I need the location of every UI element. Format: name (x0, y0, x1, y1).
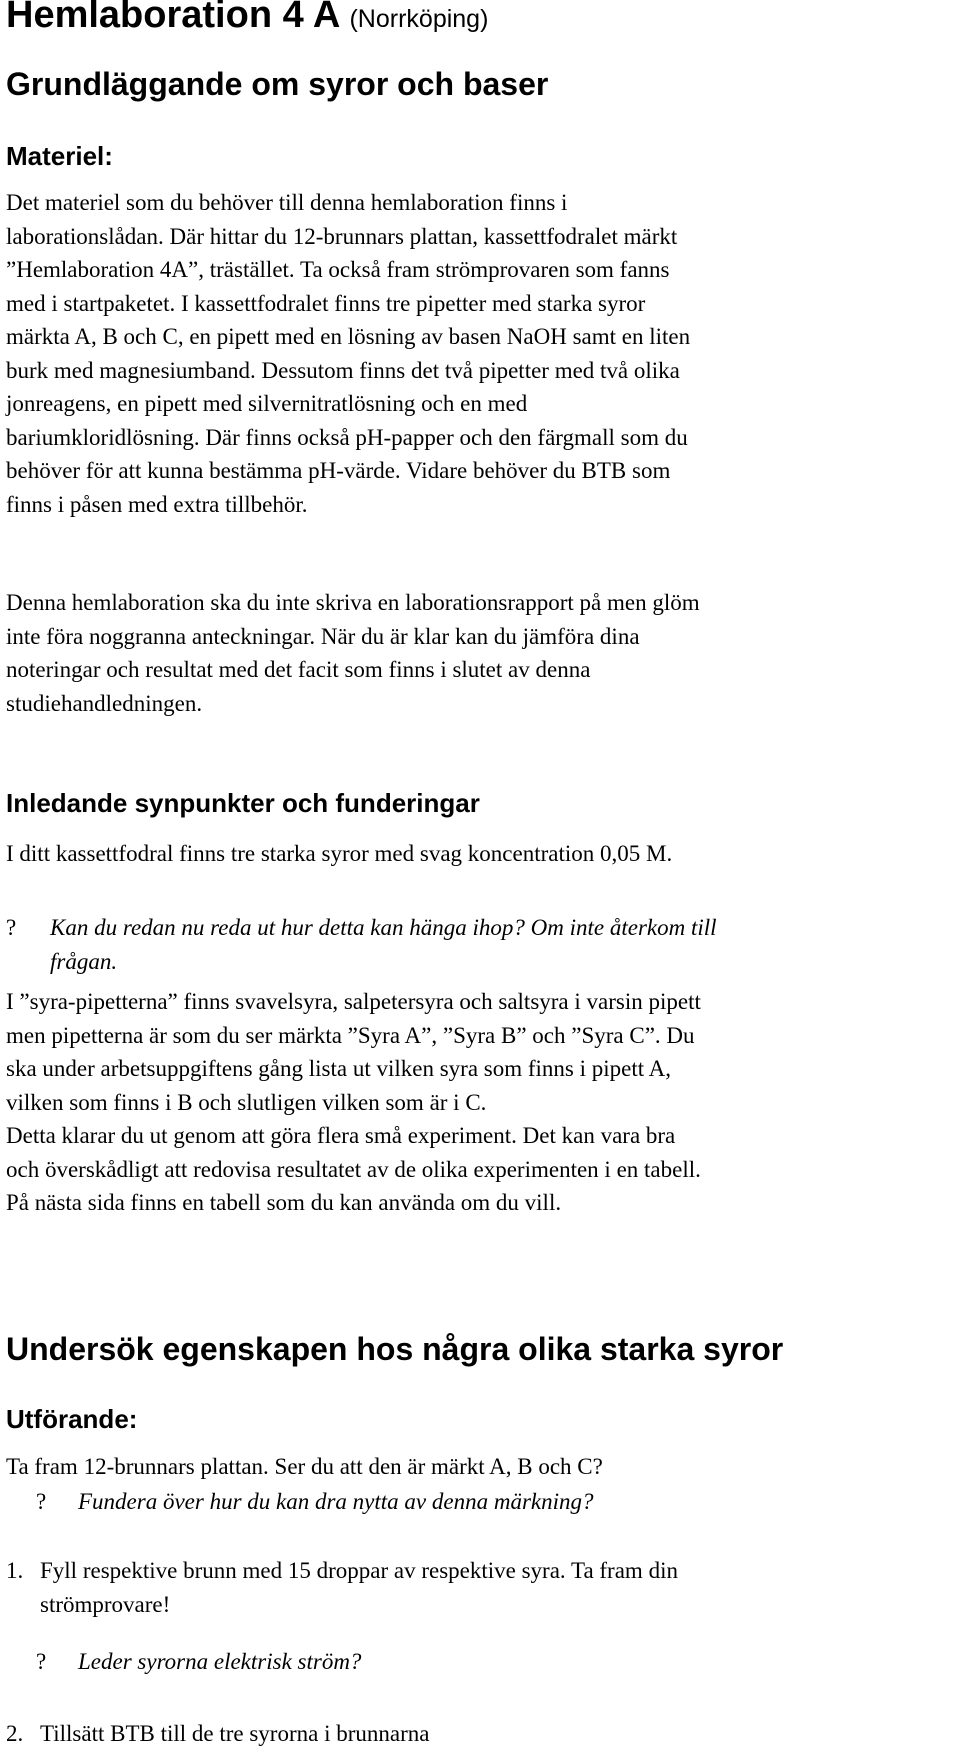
materiel-paragraph (6, 186, 690, 521)
list-item (6, 1554, 936, 1624)
question-text (50, 911, 717, 979)
text-line: jonreagens, en pipett med silvernitratlösning och en med (6, 391, 528, 416)
text-line: med i startpaketet. I kassettfodralet finns tre pipetter med starka syror (6, 290, 646, 316)
text-line: ska under arbetsuppgiftens gång lista ut vilken syra som finns i pipett A, (6, 1056, 671, 1081)
list-item (6, 1717, 936, 1753)
text-line: Tillsätt BTB till de tre syrorna i brunnarna (40, 1721, 430, 1746)
question-text: Fundera över hur du kan dra nytta av denna märkning? (78, 1489, 594, 1514)
section-heading-basics: Grundläggande om syror och baser (6, 66, 549, 102)
text-line: I ditt kassettfodral finns tre starka syror med svag koncentration 0,05 M. (6, 841, 673, 866)
text-line: laborationslådan. Där hittar du 12-brunnars plattan, kassettfodralet märkt (6, 223, 678, 249)
intro-paragraph (6, 837, 672, 871)
text-line: Denna hemlaboration ska du inte skriva en laborationsrapport på men glöm (6, 590, 700, 615)
text-line: strömprovare! (40, 1591, 171, 1617)
text-line: Det materiel som du behöver till denna hemlaboration finns i (6, 190, 568, 215)
question-mark: ? (36, 1489, 47, 1514)
list-item-number: 2. (6, 1721, 24, 1746)
text-line: och överskådligt att redovisa resultatet av de olika experimenten i en tabell. (6, 1156, 701, 1182)
text-line: bariumkloridlösning. Där finns också pH-papper och den färgmall som du (6, 424, 688, 450)
section-heading-intro: Inledande synpunkter och funderingar (6, 788, 480, 818)
text-line: vilken som finns i B och slutligen vilken som är i C. (6, 1089, 487, 1115)
text-line: Fyll respektive brunn med 15 droppar av respektive syra. Ta fram din (40, 1558, 678, 1583)
report-note-paragraph (6, 586, 700, 720)
text-line: Ta fram 12-brunnars plattan. Ser du att den är märkt A, B och C? (6, 1454, 603, 1479)
text-line: Detta klarar du ut genom att göra flera små experiment. Det kan vara bra (6, 1123, 676, 1148)
question-block (36, 1645, 936, 1681)
text-line: På nästa sida finns en tabell som du kan använda om du vill. (6, 1190, 562, 1215)
text-line: studiehandledningen. (6, 690, 203, 716)
section-heading-investigate: Undersök egenskapen hos några olika starka syror (6, 1331, 784, 1367)
text-line: I ”syra-pipetterna” finns svavelsyra, salpetersyra och saltsyra i varsin pipett (6, 989, 701, 1014)
text-line: noteringar och resultat med det facit som finns i slutet av denna (6, 657, 591, 682)
list-item-text (40, 1717, 429, 1751)
text-line: behöver för att kunna bestämma pH-värde. Vidare behöver du BTB som (6, 458, 671, 483)
text-line: burk med magnesiumband. Dessutom finns det två pipetter med två olika (6, 357, 680, 383)
text-line: frågan. (50, 949, 118, 974)
document-title (6, 0, 488, 37)
text-line: finns i påsen med extra tillbehör. (6, 491, 308, 517)
question-block (6, 911, 946, 981)
materiel-heading: Materiel: (6, 141, 113, 171)
title-location: (Norrköping) (349, 5, 489, 33)
text-line: Kan du redan nu reda ut hur detta kan hänga ihop? Om inte återkom till (50, 915, 717, 940)
utforande-heading: Utförande: (6, 1404, 138, 1434)
text-line: märkta A, B och C, en pipett med en lösning av basen NaOH samt en liten (6, 324, 691, 349)
acid-pipette-paragraph (6, 985, 701, 1220)
list-item-number: 1. (6, 1558, 24, 1583)
text-line: inte föra noggranna anteckningar. När du är klar kan du jämföra dina (6, 623, 640, 649)
list-item-text (40, 1554, 678, 1621)
text-line: ”Hemlaboration 4A”, trästället. Ta också fram strömprovaren som fanns (6, 257, 670, 282)
question-mark: ? (36, 1649, 47, 1674)
question-block (36, 1485, 936, 1521)
question-text: Leder syrorna elektrisk ström? (78, 1649, 362, 1674)
step-intro (6, 1449, 603, 1484)
text-line: men pipetterna är som du ser märkta ”Syra A”, ”Syra B” och ”Syra C”. Du (6, 1022, 695, 1048)
title-main: Hemlaboration 4 A (6, 0, 339, 36)
question-mark: ? (6, 915, 17, 940)
